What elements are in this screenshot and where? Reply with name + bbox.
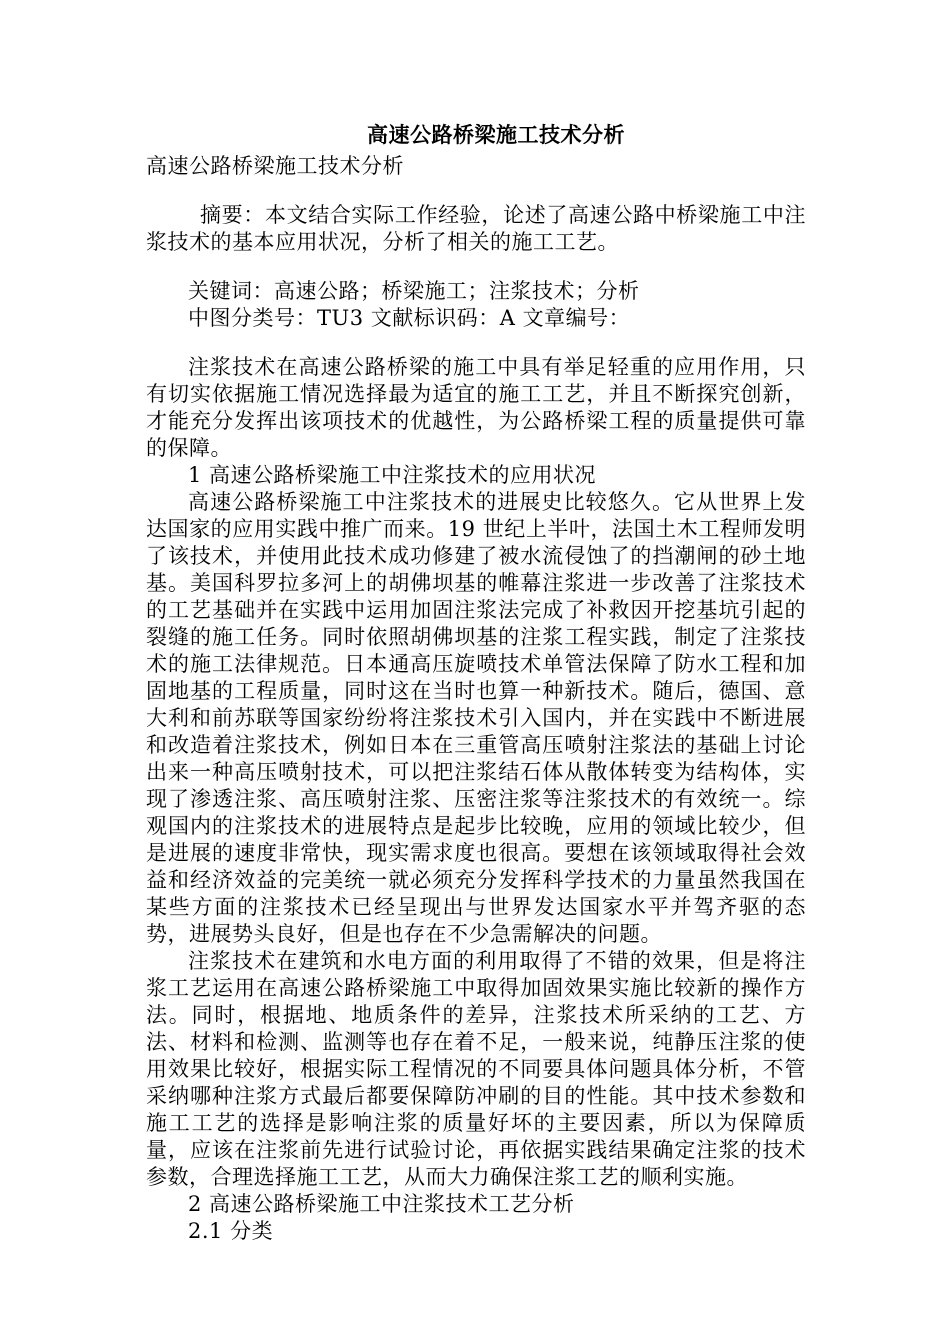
section-2-heading: 2 高速公路桥梁施工中注浆技术工艺分析 bbox=[188, 1192, 575, 1216]
section-1-heading: 1 高速公路桥梁施工中注浆技术的应用状况 bbox=[188, 463, 597, 487]
document-page bbox=[146, 118, 806, 1245]
intro-paragraph: 注浆技术在高速公路桥梁的施工中具有举足轻重的应用作用，只有切实依据施工情况选择最为适宜的施工工艺，并且不断探究创新，才能充分发挥出该项技术的优越性，为公路桥梁工程的质量提供可靠的保障。 bbox=[146, 355, 806, 460]
document-subtitle: 高速公路桥梁施工技术分析 bbox=[146, 154, 404, 178]
abstract: 摘要：本文结合实际工作经验，论述了高速公路中桥梁施工中注浆技术的基本应用状况，分析了相关的施工工艺。 bbox=[146, 203, 806, 254]
document-title: 高速公路桥梁施工技术分析 bbox=[367, 122, 625, 147]
classification-line: 中图分类号：TU3 文献标识码：A 文章编号： bbox=[188, 306, 631, 330]
section-1-paragraph-1: 高速公路桥梁施工中注浆技术的进展史比较悠久。它从世界上发达国家的应用实践中推广而来。19 世纪上半叶，法国土木工程师发明了该技术，并使用此技术成功修建了被水流侵蚀了的挡潮闸的砂土地基。美国科罗拉多河上的胡佛坝基的帷幕注浆进一步改善了注浆技术的工艺基础并在实践中运用加固注浆法完成了补救因开挖基坑引起的裂缝的施工任务。同时依照胡佛坝基的注浆工程实践，制定了注浆技术的施工法律规范。日本通高压旋喷技术单管法保障了防水工程和加固地基的工程质量，同时这在当时也算一种新技术。随后，德国、意大利和前苏联等国家纷纷将注浆技术引入国内，并在实践中不断进展和改造着注浆技术，例如日本在三重管高压喷射注浆法的基础上讨论出来一种高压喷射技术，可以把注浆结石体从散体转变为结构体，实现了渗透注浆、高压喷射注浆、压密注浆等注浆技术的有效统一。综观国内的注浆技术的进展特点是起步比较晚，应用的领域比较少，但是进展的速度非常快，现实需求度也很高。要想在该领域取得社会效益和经济效益的完美统一就必须充分发挥科学技术的力量虽然我国在某些方面的注浆技术已经呈现出与世界发达国家水平并驾齐驱的态势，进展势头良好，但是也存在不少急需解决的问题。 bbox=[146, 490, 806, 946]
section-2-1-heading: 2.1 分类 bbox=[188, 1219, 274, 1243]
keywords: 关键词：高速公路；桥梁施工；注浆技术；分析 bbox=[188, 279, 640, 303]
section-1-paragraph-2: 注浆技术在建筑和水电方面的利用取得了不错的效果，但是将注浆工艺运用在高速公路桥梁施工中取得加固效果实施比较新的操作方法。同时，根据地、地质条件的差异，注浆技术所采纳的工艺、方法、材料和检测、监测等也存在着不足，一般来说，纯静压注浆的使用效果比较好，根据实际工程情况的不同要具体问题具体分析，不管采纳哪种注浆方式最后都要保障防冲刷的目的性能。其中技术参数和施工工艺的选择是影响注浆的质量好坏的主要因素，所以为保障质量，应该在注浆前先进行试验讨论，再依据实践结果确定注浆的技术参数，合理选择施工工艺，从而大力确保注浆工艺的顺利实施。 bbox=[146, 949, 806, 1189]
